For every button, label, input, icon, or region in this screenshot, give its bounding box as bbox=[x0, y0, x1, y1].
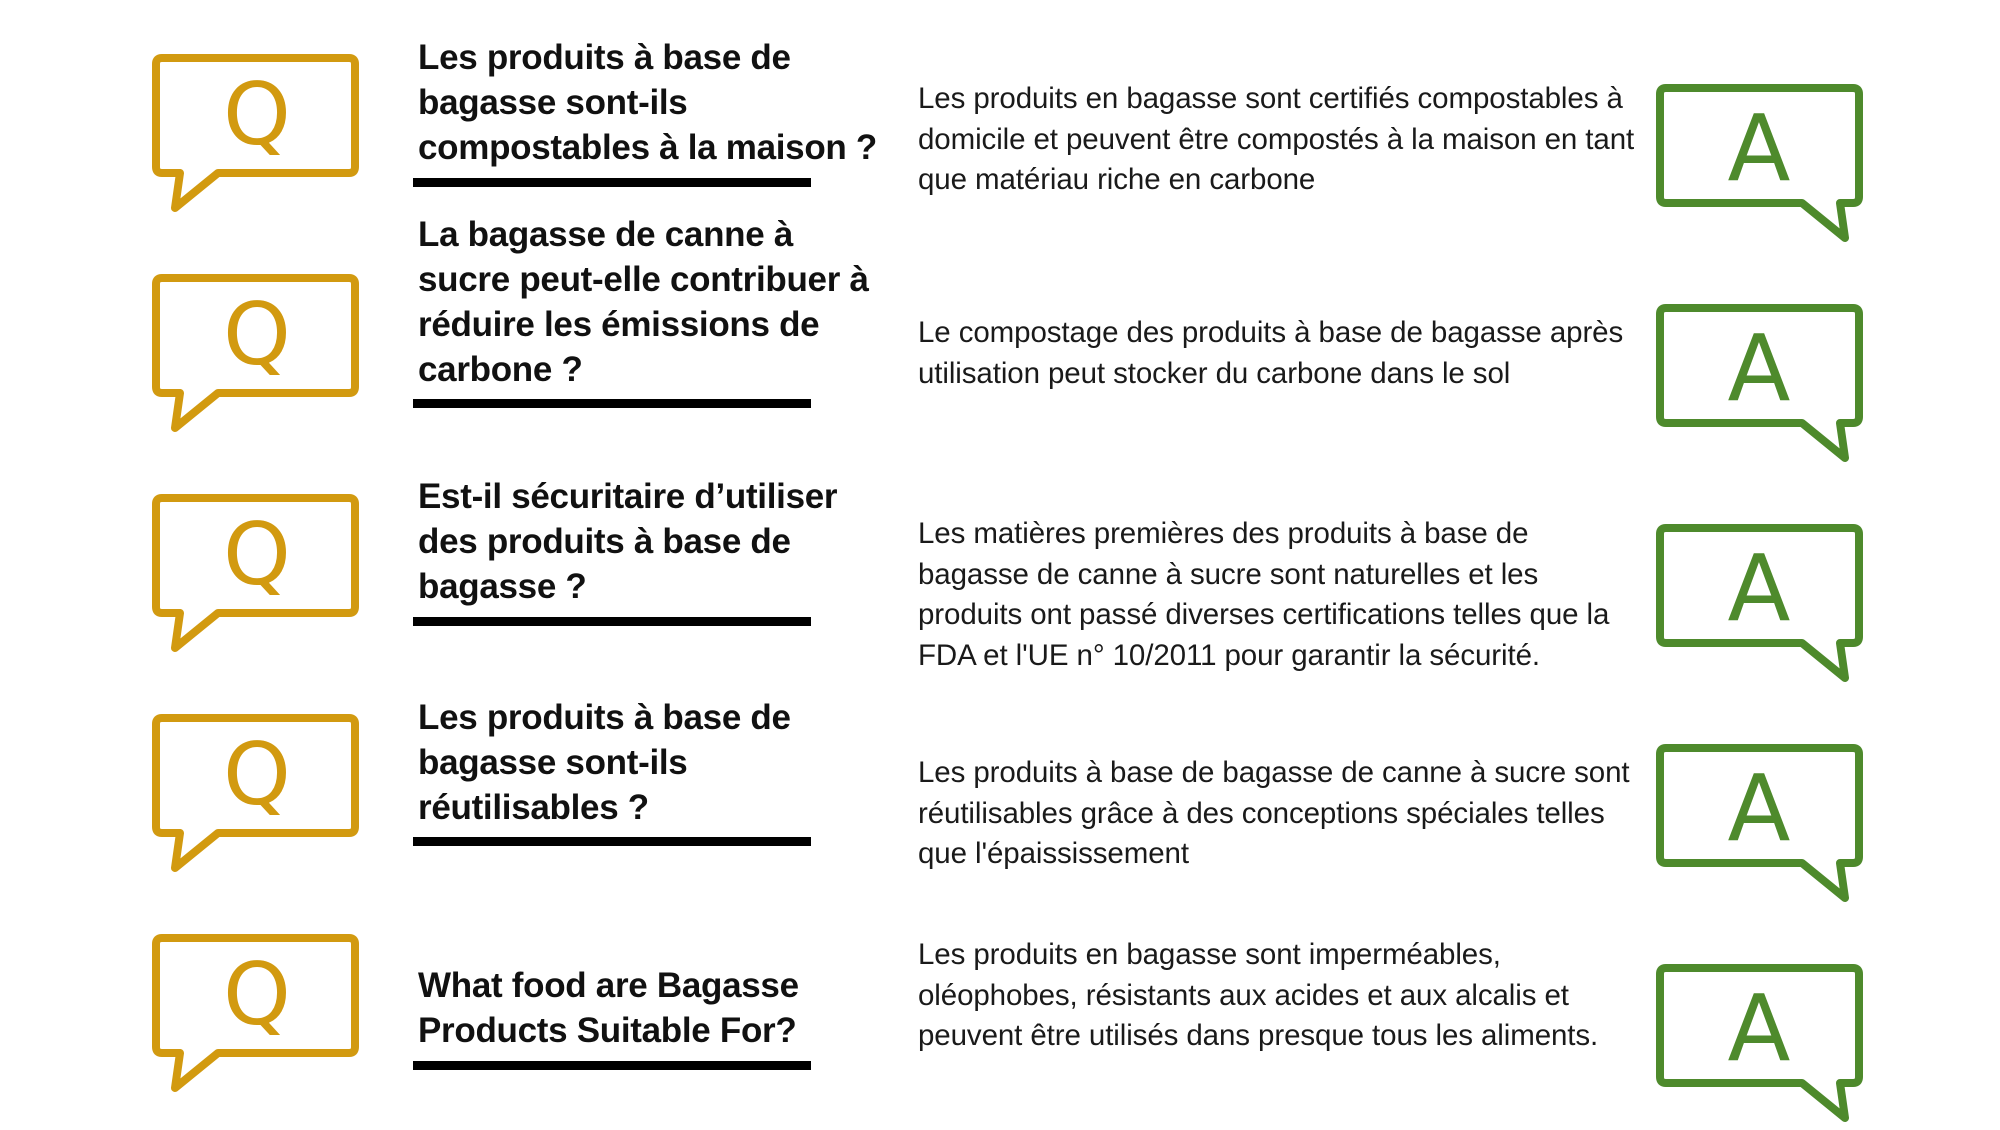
svg-text:Q: Q bbox=[223, 505, 291, 605]
question-underline bbox=[413, 1061, 811, 1070]
question-text: Les produits à base de bagasse sont-ils réutilisables ? bbox=[418, 698, 791, 827]
answer-text: Le compostage des produits à base de bagasse après utilisation peut stocker du carbone dans le sol bbox=[918, 316, 1624, 390]
svg-text:Q: Q bbox=[223, 285, 291, 385]
question-bubble-icon bbox=[148, 490, 363, 660]
answer-text: Les produits en bagasse sont certifiés compostables à domicile et peuvent être compostés à la maison en tant que matériau riche en carbone bbox=[918, 82, 1635, 196]
answer-text: Les produits à base de bagasse de canne à sucre sont réutilisables grâce à des conceptions spéciales telles que l'épaississement bbox=[918, 756, 1630, 870]
question-bubble-icon bbox=[148, 710, 363, 880]
question-bubble-icon bbox=[148, 930, 363, 1100]
answer-bubble-icon bbox=[1652, 300, 1867, 470]
answer-text: Les matières premières des produits à base de bagasse de canne à sucre sont naturelles et les produits ont passé diverses certifications telles que la FDA et l'UE n° 10/2011 pour garantir la sécurité. bbox=[918, 517, 1610, 672]
svg-text:Q: Q bbox=[223, 65, 291, 165]
question-underline bbox=[413, 617, 811, 626]
svg-text:Q: Q bbox=[223, 945, 291, 1045]
svg-text:A: A bbox=[1727, 315, 1791, 422]
svg-text:Q: Q bbox=[223, 725, 291, 825]
question-text: La bagasse de canne à sucre peut-elle contribuer à réduire les émissions de carbone ? bbox=[418, 215, 869, 389]
svg-text:A: A bbox=[1727, 975, 1791, 1082]
answer-bubble-icon bbox=[1652, 740, 1867, 910]
question-bubble-icon bbox=[148, 270, 363, 440]
answer-bubble-icon bbox=[1652, 960, 1867, 1130]
question-underline bbox=[413, 837, 811, 846]
svg-text:A: A bbox=[1727, 95, 1791, 202]
answer-bubble-icon bbox=[1652, 520, 1867, 690]
question-text: Les produits à base de bagasse sont-ils compostables à la maison ? bbox=[418, 38, 878, 167]
answer-text: Les produits en bagasse sont imperméables, oléophobes, résistants aux acides et aux alcalis et peuvent être utilisés dans presque tous les aliments. bbox=[918, 938, 1599, 1052]
question-text: Est-il sécuritaire d’utiliser des produits à base de bagasse ? bbox=[418, 477, 838, 606]
svg-text:A: A bbox=[1727, 535, 1791, 642]
question-underline bbox=[413, 399, 811, 408]
question-text: What food are Bagasse Products Suitable For? bbox=[418, 966, 799, 1050]
svg-text:A: A bbox=[1727, 755, 1791, 862]
